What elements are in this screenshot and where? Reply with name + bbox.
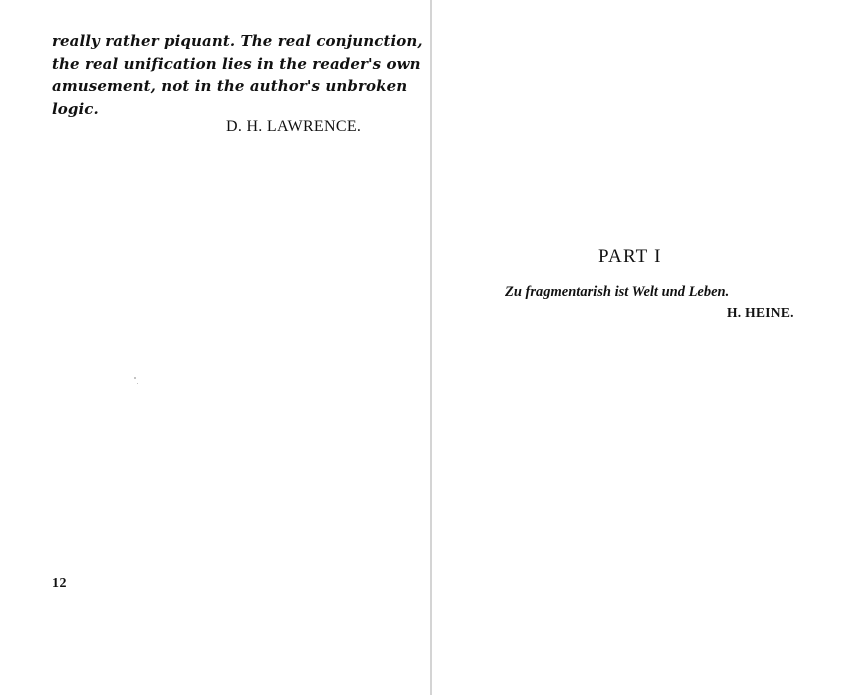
paper-speck xyxy=(137,383,138,384)
lawrence-quote xyxy=(52,30,423,120)
page-number: 12 xyxy=(52,576,67,591)
quote-line: really rather piquant. The real conjunction, xyxy=(52,32,423,50)
heine-attribution: H. HEINE. xyxy=(727,305,794,320)
quote-line: logic. xyxy=(52,99,99,118)
lawrence-attribution: D. H. LAWRENCE. xyxy=(226,118,362,135)
quote-line: amusement, not in the author's unbroken xyxy=(52,77,408,95)
part-title: PART I xyxy=(598,246,662,267)
paper-speck xyxy=(134,377,136,379)
quote-line: the real unification lies in the reader's own xyxy=(52,54,421,73)
heine-epigraph: Zu fragmentarish ist Welt und Leben. xyxy=(505,284,730,300)
right-page xyxy=(432,0,866,695)
